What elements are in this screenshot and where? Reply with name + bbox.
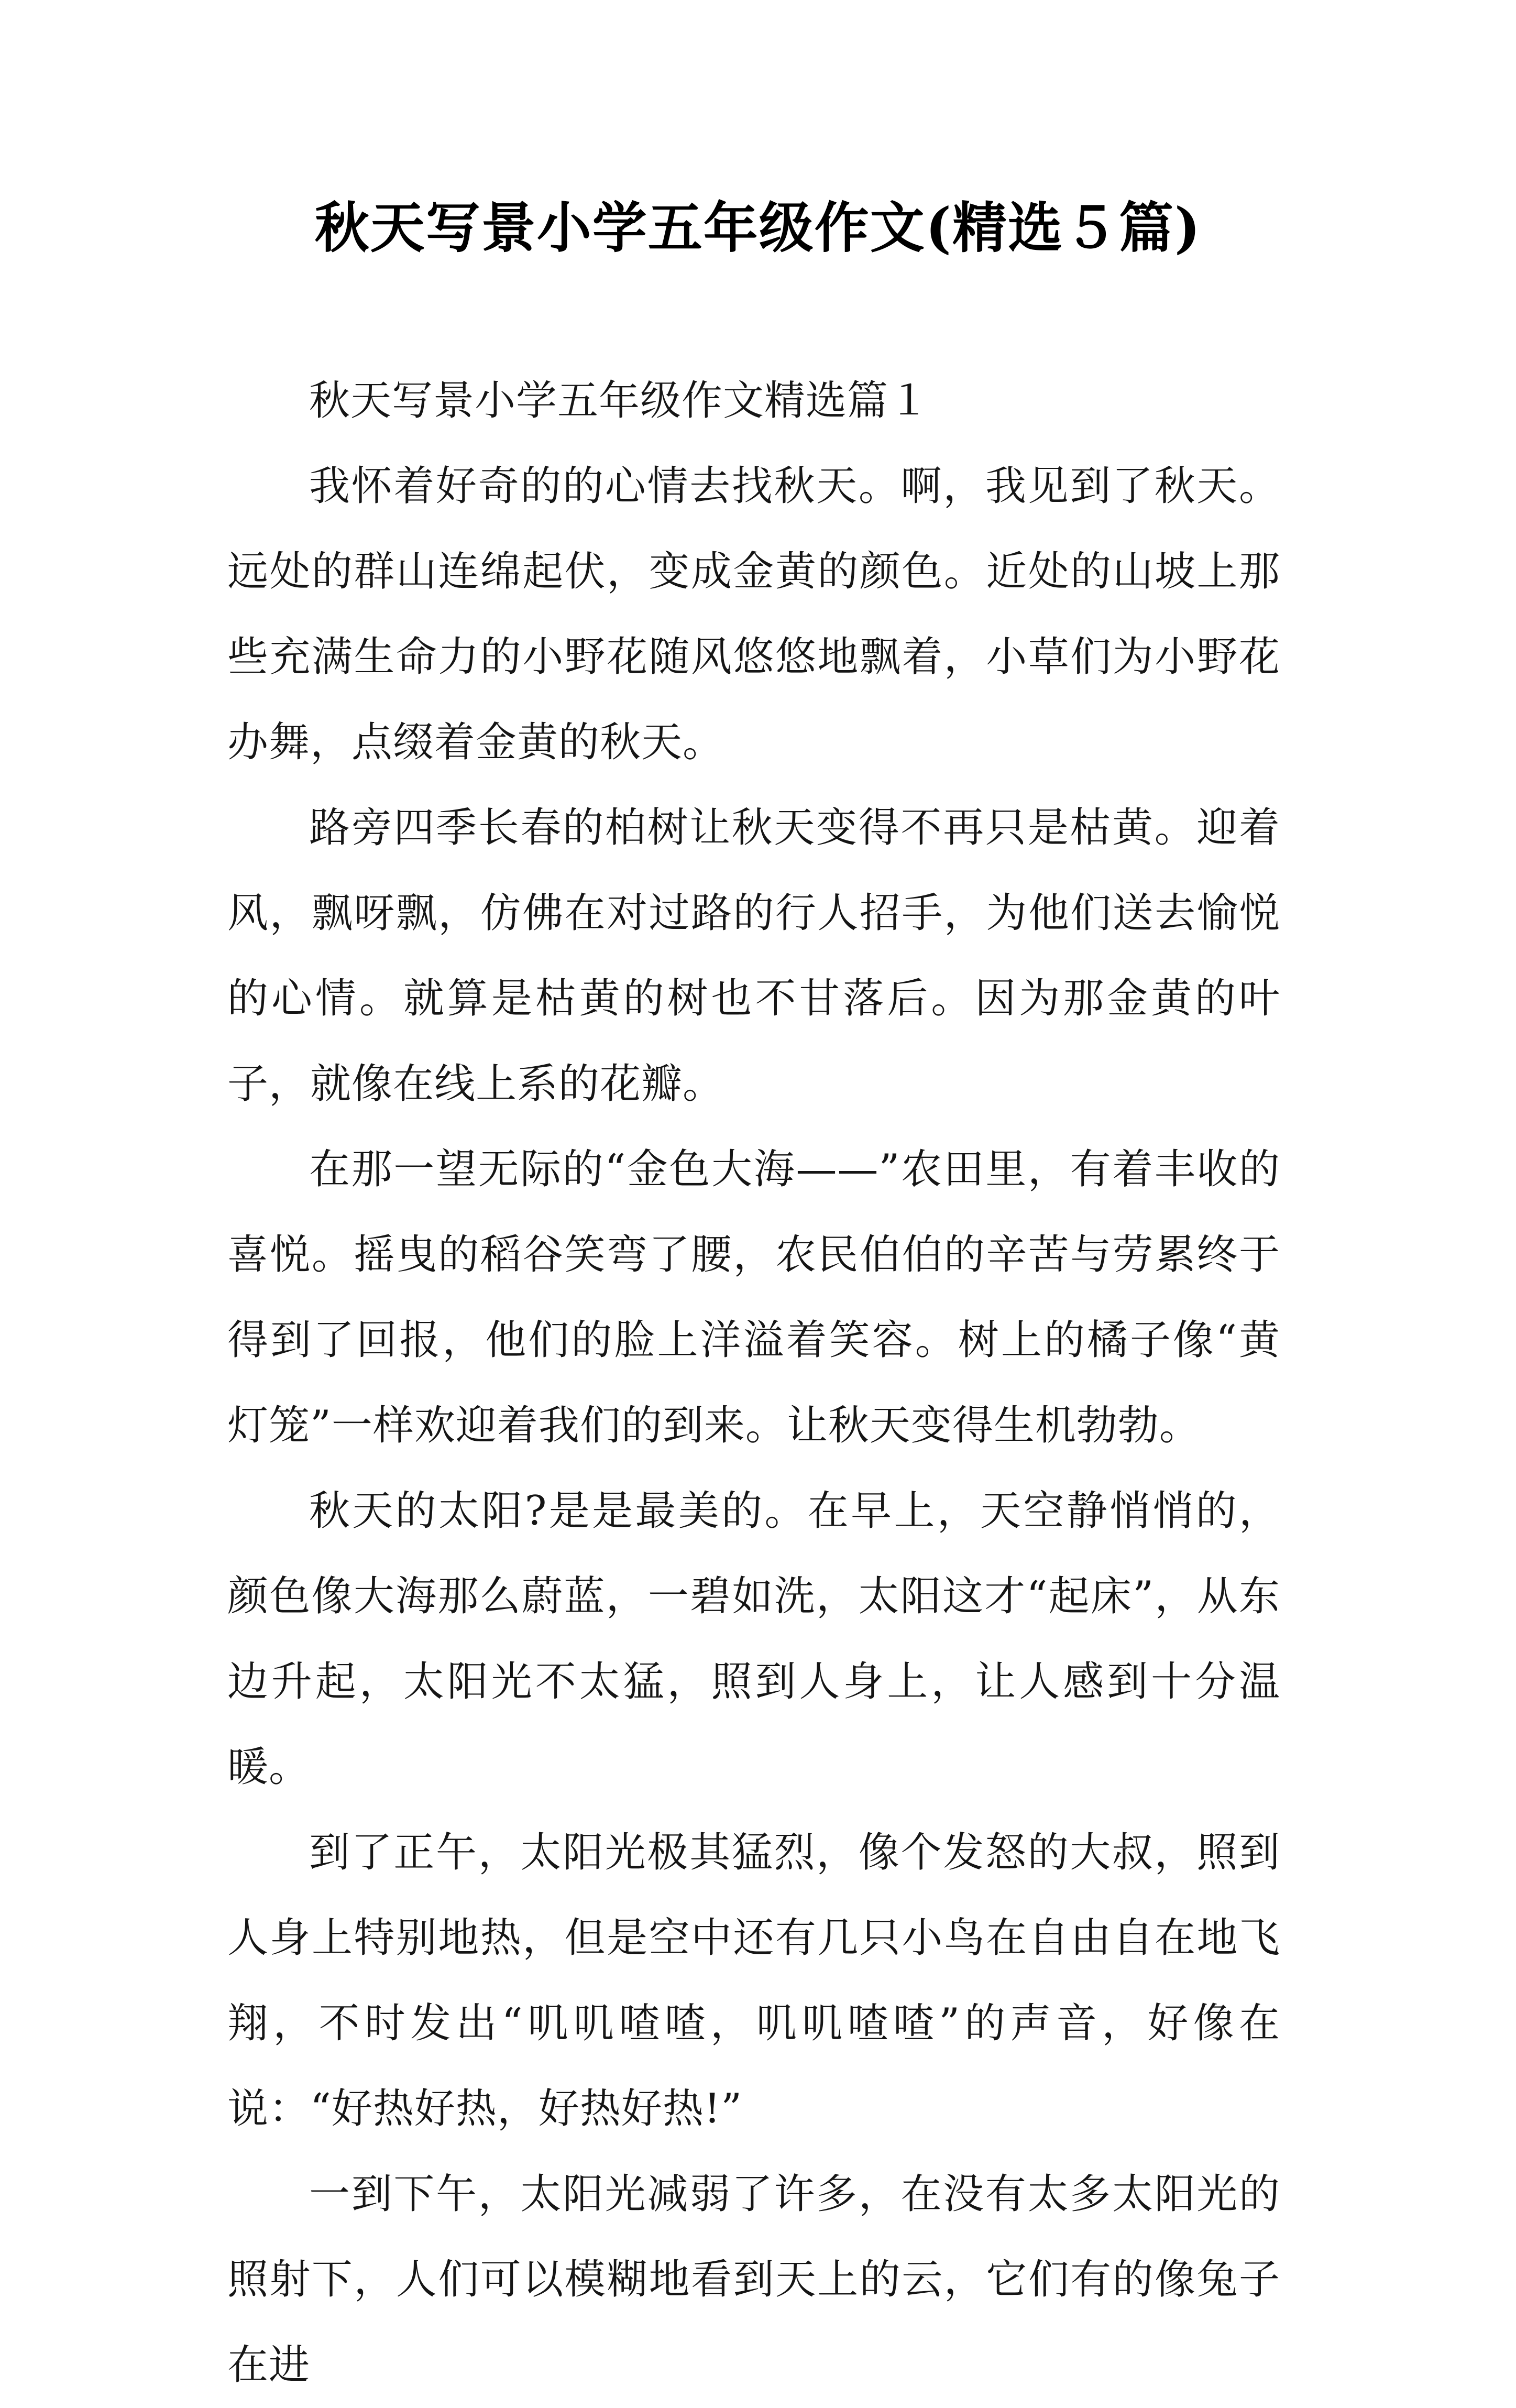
- paragraph: 在那一望无际的“金色大海——”农田里，有着丰收的喜悦。摇曳的稻谷笑弯了腰，农民伯伯的辛苦与劳累终于得到了回报，他们的脸上洋溢着笑容。树上的橘子像“黄灯笼”一样欢迎着我们的到来。让秋天变得生机勃勃。: [227, 1146, 1280, 1449]
- section-heading: 秋天写景小学五年级作文精选篇１: [309, 377, 930, 424]
- document-body: [227, 358, 1280, 2408]
- document-title: 秋天写景小学五年级作文(精选５篇): [314, 195, 1202, 260]
- paragraph: 路旁四季长春的柏树让秋天变得不再只是枯黄。迎着风，飘呀飘，仿佛在对过路的行人招手，为他们送去愉悦的心情。就算是枯黄的树也不甘落后。因为那金黄的叶子，就像在线上系的花瓣。: [227, 804, 1280, 1108]
- paragraph: 一到下午，太阳光减弱了许多，在没有太多太阳光的照射下，人们可以模糊地看到天上的云，它们有的像兔子在进: [227, 2171, 1280, 2389]
- paragraph: 秋天的太阳?是是最美的。在早上，天空静悄悄的，颜色像大海那么蔚蓝，一碧如洗，太阳这才“起床”，从东边升起，太阳光不太猛，照到人身上，让人感到十分温暖。: [227, 1487, 1280, 1791]
- paragraph: 我怀着好奇的的心情去找秋天。啊，我见到了秋天。远处的群山连绵起伏，变成金黄的颜色。近处的山坡上那些充满生命力的小野花随风悠悠地飘着，小草们为小野花办舞，点缀着金黄的秋天。: [227, 463, 1280, 766]
- paragraph: 到了正午，太阳光极其猛烈，像个发怒的大叔，照到人身上特别地热，但是空中还有几只小鸟在自由自在地飞翔，不时发出“叽叽喳喳，叽叽喳喳”的声音，好像在说：“好热好热，好热好热!”: [227, 1829, 1280, 2132]
